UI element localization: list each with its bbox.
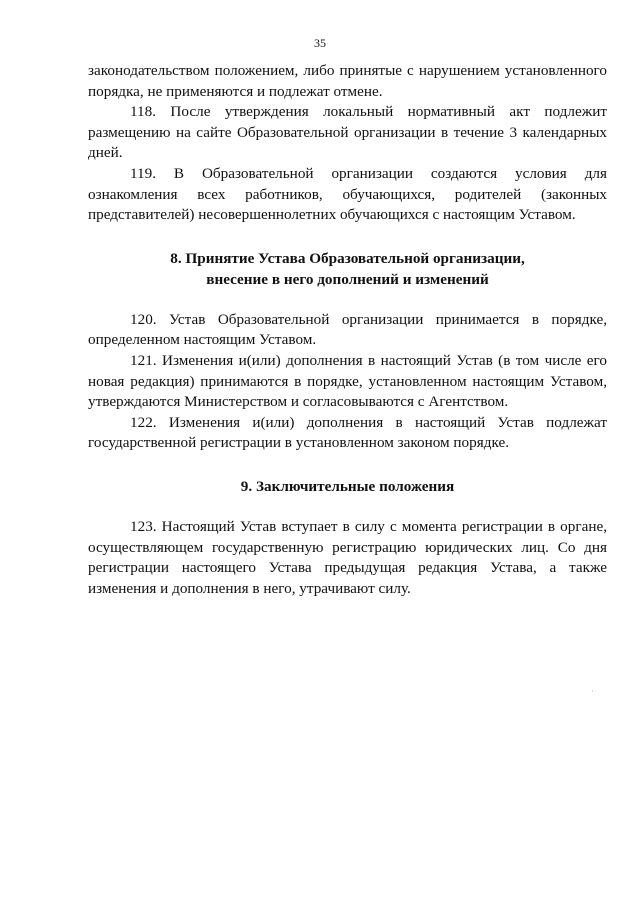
paragraph-117-continuation: законодательством положением, либо принятые с нарушением установленного порядка, не применяются и подлежат отмене. <box>88 62 607 100</box>
scan-artifact <box>592 690 593 692</box>
paragraph-122: 122. Изменения и(или) дополнения в настоящий Устав подлежат государственной регистрации в установленном законом порядке. <box>88 413 607 452</box>
paragraph-121: 121. Изменения и(или) дополнения в настоящий Устав (в том числе его новая редакция) принимаются в порядке, установленном настоящим Уставом, утверждаются Министерством и согласовываются с Агентством. <box>88 351 607 411</box>
section-9-heading: 9. Заключительные положения <box>240 477 455 495</box>
paragraph-118: 118. После утверждения локальный нормативный акт подлежит размещению на сайте Образовательной организации в течение 3 календарных дней. <box>88 103 607 162</box>
paragraph-119: 119. В Образовательной организации создаются условия для ознакомления всех работников, обучающихся, родителей (законных представителей) несовершеннолетних обучающихся с настоящим Уставом. <box>88 164 607 224</box>
section-spacer <box>88 290 607 310</box>
section-spacer <box>88 226 607 248</box>
paragraph-120: 120. Устав Образовательной организации принимается в порядке, определенном настоящим Уставом. <box>88 310 607 349</box>
paragraph-123: 123. Настоящий Устав вступает в силу с момента регистрации в органе, осуществляющем государственную регистрацию юридических лиц. Со дня регистрации настоящего Устава предыдущая редакция Устава, а также изменения и дополнения в него, утрачивают силу. <box>88 517 607 597</box>
section-8-heading-line-2: внесение в него дополнений и изменений <box>206 270 489 288</box>
section-spacer <box>88 497 607 517</box>
section-spacer <box>88 454 607 476</box>
page-body <box>88 61 607 599</box>
page-number: 35 <box>314 36 326 50</box>
section-8-heading-line-1: 8. Принятие Устава Образовательной организации, <box>170 249 525 267</box>
